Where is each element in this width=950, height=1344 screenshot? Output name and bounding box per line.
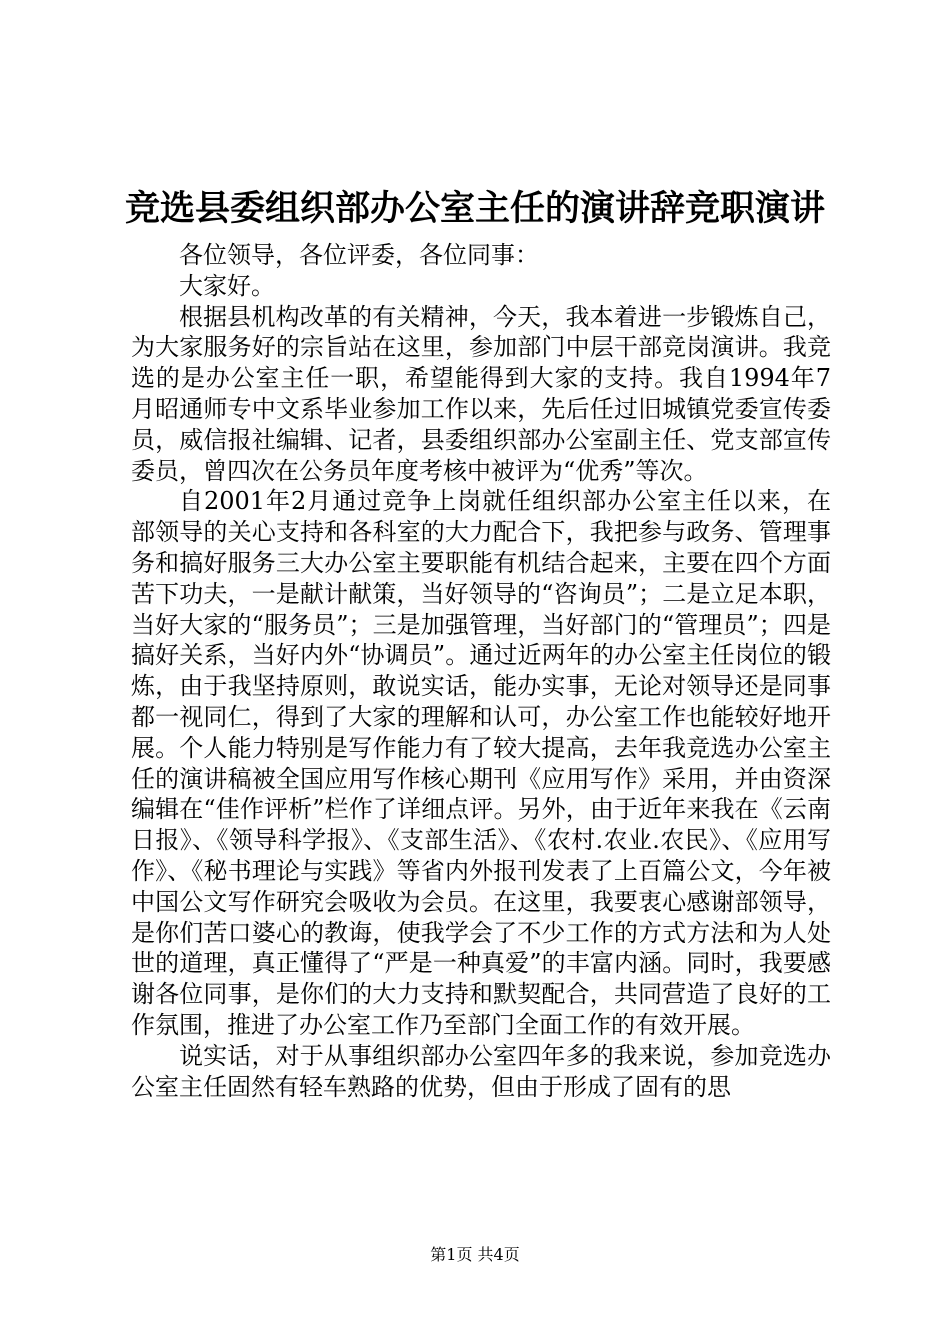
intro-paragraph: 根据县机构改革的有关精神，今天，我本着进一步锻炼自己，为大家服务好的宗旨站在这里，参加部门中层干部竞岗演讲。我竞选的是办公室主任一职，希望能得到大家的支持。我自1994年7月昭通师专中文系毕业参加工作以来，先后任过旧城镇党委宣传委员，威信报社编辑、记者，县委组织部办公室副主任、党支部宣传委员，曾四次在公务员年度考核中被评为“优秀”等次。 xyxy=(131,302,831,485)
greeting-paragraph: 大家好。 xyxy=(179,271,275,300)
document-body xyxy=(131,240,831,1102)
document-title: 竞选县委组织部办公室主任的演讲辞竞职演讲 xyxy=(124,188,825,229)
page-number-footer: 第1页 共4页 xyxy=(430,1245,520,1264)
closing-paragraph: 说实话，对于从事组织部办公室四年多的我来说，参加竞选办公室主任固然有轻车熟路的优势，但由于形成了固有的思 xyxy=(131,1041,831,1101)
salutation-paragraph: 各位领导，各位评委，各位同事： xyxy=(179,241,539,269)
experience-paragraph: 自2001年2月通过竞争上岗就任组织部办公室主任以来，在部领导的关心支持和各科室的大力配合下，我把参与政务、管理事务和搞好服务三大办公室主要职能有机结合起来，主要在四个方面苦下功夫，一是献计献策，当好领导的“咨询员”；二是立足本职，当好大家的“服务员”；三是加强管理，当好部门的“管理员”；四是搞好关系，当好内外“协调员”。通过近两年的办公室主任岗位的锻炼，由于我坚持原则，敢说实话，能办实事，无论对领导还是同事都一视同仁，得到了大家的理解和认可，办公室工作也能较好地开展。个人能力特别是写作能力有了较大提高，去年我竞选办公室主任的演讲稿被全国应用写作核心期刊《应用写作》采用，并由资深编辑在“佳作评析”栏作了详细点评。另外，由于近年来我在《云南日报》、《领导科学报》、《支部生活》、《农村.农业.农民》、《应用写作》、《秘书理论与实践》等省内外报刊发表了上百篇公文，今年被中国公文写作研究会吸收为会员。在这里，我要衷心感谢部领导，是你们苦口婆心的教诲，使我学会了不少工作的方式方法和为人处世的道理，真正懂得了“严是一种真爱”的丰富内涵。同时，我要感谢各位同事，是你们的大力支持和默契配合，共同营造了良好的工作氛围，推进了办公室工作乃至部门全面工作的有效开展。 xyxy=(131,487,831,1039)
